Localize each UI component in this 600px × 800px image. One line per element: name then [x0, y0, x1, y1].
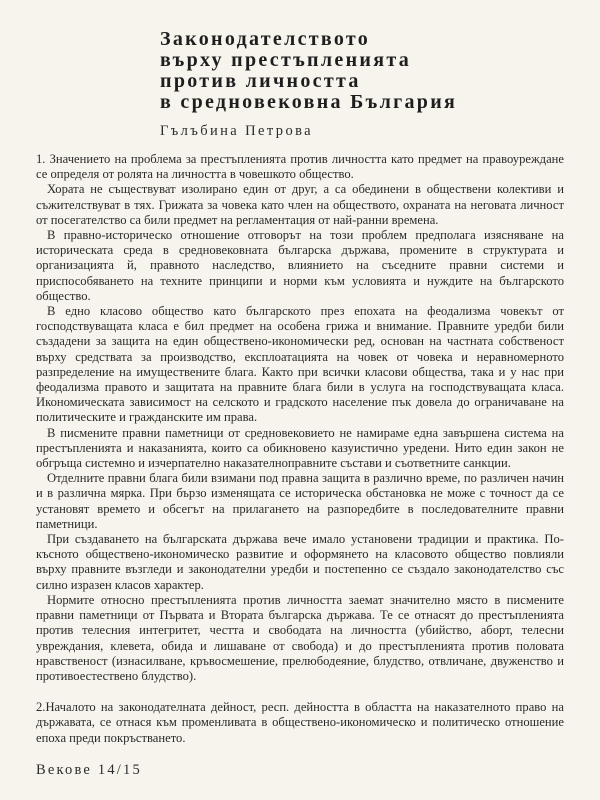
paragraph-3: В правно-историческо отношение отговорът на този проблем предполага изясняване на историческата среда в средновековната българска държава, промените в структурата и организацията й, правното наследство, влиянието на съседните правни системи и приспособяването на техните принципи и норми към условията и нуждите на българското общество. [36, 228, 564, 303]
article-body [36, 152, 564, 746]
article-title-line-3: против личността [160, 70, 361, 92]
paragraph-9: 2.Началото на законодателната дейност, респ. дейността в областта на наказателното право на държавата, се отнася към променливата в обществено-икономическо и политическо отношение епоха преди покръстването. [36, 700, 564, 745]
paragraph-5: В писмените правни паметници от средновековието не намираме една завършена система на престъпленията и наказанията, които са обикновено казуистично уредени. Нито един закон не обгръща системно и изчерпателно наказателноправните състави и съответните санкции. [36, 425, 564, 471]
article-header [160, 29, 580, 140]
journal-footer: Векове 14/15 [36, 762, 142, 778]
paragraph-8: Нормите относно престъпленията против личността заемат значително място в писмените правни паметници от Първата и Втората българска държава. Те се отнасят до престъпленията против телесния интегритет, честта и свободата на личността (убийство, аборт, телесни увреждания, клевета, обида и лишаване от свобода) и до престъпленията против половата нравственост (изнасилване, кръвосмешение, прелюбодеяние, блудство, отвличане, двуженство и противоестествено блудство). [36, 592, 564, 683]
article-title-line-1: Законодателството [160, 28, 371, 50]
article-author: Гълъбина Петрова [160, 123, 313, 139]
paragraph-2: Хората не съществуват изолирано един от друг, а са обединени в обществени колективи и съжителствуват в тях. Грижата за човека като член на обществото, охраната на неговата личност от посегателство са били предмет на регламентация от най-ранни времена. [36, 182, 564, 227]
paragraph-4: В едно класово общество като българското през епохата на феодализма човекът от господствуващата класа е бил предмет на особена грижа и внимание. Правните уредби били създадени за защита на един обществено-икономически ред, основан на частната собственост върху средствата за производство, експлоатацията на човек от човека и неравномерното разпределение на имуществените блага. Както при всички класови общества, така и у нас при феодализма правото и защитата на правните блага били в услуга на господствуващата класа. Икономическата зависимост на селското и градското население пък довела до ограничаване на политическите и гражданските им права. [36, 304, 564, 425]
article-title-line-4: в средновековна България [160, 91, 458, 113]
paragraph-6: Отделните правни блага били взимани под правна защита в различно време, по различен начин и в различна мярка. При бързо изменящата се историческа обстановка не може с точност да се установят времето и обсегът на прилагането на разпоредбите в последователните правни паметници. [36, 471, 564, 531]
paragraph-1: 1. Значението на проблема за престъпленията против личността като предмет на правоуреждане се определя от ролята на личността в човешкото общество. [36, 152, 564, 182]
paragraph-7: При създаването на българската държава вече имало установени традиции и практика. По-късното обществено-икономическо развитие и оформянето на класовото общество повлияли върху правните възгледи и законодателни уредби и постепенно се създало законодателство със силно изразен класов характер. [36, 532, 564, 592]
article-title-line-2: върху престъпленията [160, 49, 412, 71]
